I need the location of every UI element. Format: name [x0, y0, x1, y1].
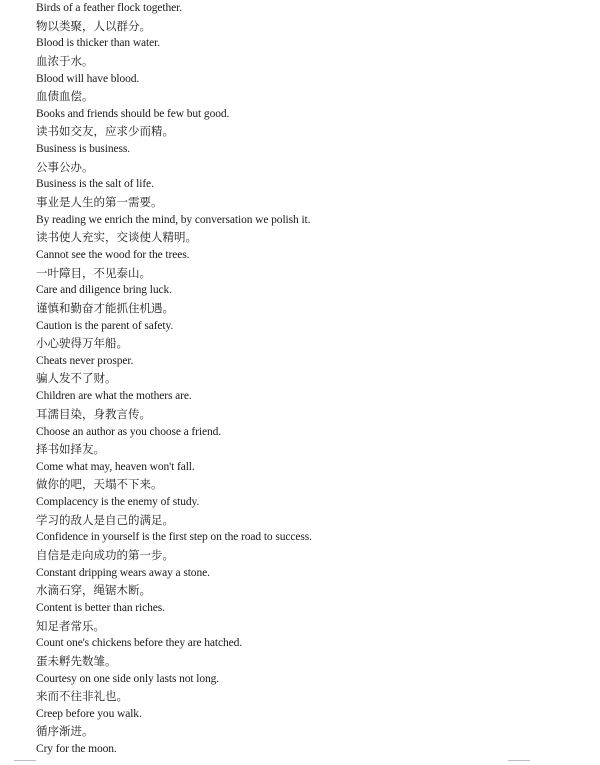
- proverb-item: [36, 565, 576, 600]
- proverb-item: [36, 318, 576, 353]
- proverb-chinese: 学习的敌人是自己的满足。: [36, 512, 174, 527]
- page-corner-mark-right: [508, 760, 530, 761]
- proverb-item: [36, 282, 576, 317]
- proverb-chinese: 公事公办。: [36, 159, 94, 174]
- proverb-chinese: 物以类聚，人以群分。: [36, 18, 151, 33]
- proverb-chinese: 一叶障目，不见泰山。: [36, 265, 151, 280]
- proverb-item: [36, 71, 576, 106]
- proverb-chinese: 读书如交友，应求少而精。: [36, 124, 174, 139]
- proverb-english: Constant dripping wears away a stone.: [36, 566, 210, 579]
- proverb-english: Business is the salt of life.: [36, 178, 154, 191]
- proverb-english: Business is business.: [36, 143, 131, 156]
- proverb-item: [36, 706, 576, 741]
- proverb-item: [36, 353, 576, 388]
- proverb-chinese: 事业是人生的第一需要。: [36, 194, 163, 209]
- proverb-item: [36, 106, 576, 141]
- proverb-english: Creep before you walk.: [36, 707, 142, 720]
- proverb-chinese: 耳濡目染，身教言传。: [36, 406, 151, 421]
- proverb-english: Count one's chickens before they are hatched.: [36, 637, 243, 650]
- proverb-english: Courtesy on one side only lasts not long.: [36, 672, 220, 685]
- proverb-item: [36, 741, 576, 759]
- proverb-english: Confidence in yourself is the first step on the road to success.: [36, 531, 312, 544]
- proverb-chinese: 循序渐进。: [36, 724, 94, 739]
- proverb-item: [36, 247, 576, 282]
- proverb-english: Blood will have blood.: [36, 72, 140, 85]
- proverb-chinese: 蛋未孵先数雏。: [36, 653, 117, 668]
- proverb-chinese: 来而不往非礼也。: [36, 689, 128, 704]
- proverb-item: [36, 600, 576, 635]
- proverb-item: [36, 35, 576, 70]
- proverb-item: [36, 176, 576, 211]
- proverb-english: Books and friends should be few but good.: [36, 107, 230, 120]
- proverb-english: Cannot see the wood for the trees.: [36, 249, 190, 262]
- proverb-english: Come what may, heaven won't fall.: [36, 460, 195, 473]
- proverb-english: Blood is thicker than water.: [36, 37, 160, 50]
- proverb-item: [36, 635, 576, 670]
- proverb-english: Cry for the moon.: [36, 743, 117, 756]
- proverb-chinese: 谨慎和勤奋才能抓住机遇。: [36, 300, 174, 315]
- proverb-chinese: 血浓于水。: [36, 53, 94, 68]
- page-corner-mark-left: [14, 760, 36, 761]
- proverb-chinese: 自信是走向成功的第一步。: [36, 547, 174, 562]
- proverb-english: Choose an author as you choose a friend.: [36, 425, 222, 438]
- proverb-english: Content is better than riches.: [36, 602, 165, 615]
- proverb-chinese: 骗人发不了财。: [36, 371, 117, 386]
- proverb-chinese: 读书使人充实，交谈使人精明。: [36, 230, 197, 245]
- proverb-item: [36, 141, 576, 176]
- proverb-item: [36, 0, 576, 35]
- proverb-item: [36, 671, 576, 706]
- proverb-item: [36, 388, 576, 423]
- proverb-chinese: 做你的吧，天塌不下来。: [36, 477, 163, 492]
- proverb-chinese: 择书如择友。: [36, 442, 105, 457]
- proverb-english: Care and diligence bring luck.: [36, 284, 172, 297]
- proverb-chinese: 水滴石穿，绳锯木断。: [36, 583, 151, 598]
- proverb-english: Children are what the mothers are.: [36, 390, 192, 403]
- proverb-english: By reading we enrich the mind, by conversation we polish it.: [36, 213, 311, 226]
- proverb-item: [36, 212, 576, 247]
- proverb-chinese: 血债血偿。: [36, 89, 94, 104]
- proverb-item: [36, 459, 576, 494]
- proverb-english: Caution is the parent of safety.: [36, 319, 174, 332]
- proverb-list: [36, 0, 576, 759]
- proverb-english: Birds of a feather flock together.: [36, 2, 183, 14]
- proverb-item: [36, 424, 576, 459]
- proverb-english: Complacency is the enemy of study.: [36, 496, 200, 509]
- proverb-english: Cheats never prosper.: [36, 354, 134, 367]
- proverb-chinese: 小心驶得万年船。: [36, 336, 128, 351]
- proverb-item: [36, 529, 576, 564]
- proverb-chinese: 知足者常乐。: [36, 618, 105, 633]
- proverb-item: [36, 494, 576, 529]
